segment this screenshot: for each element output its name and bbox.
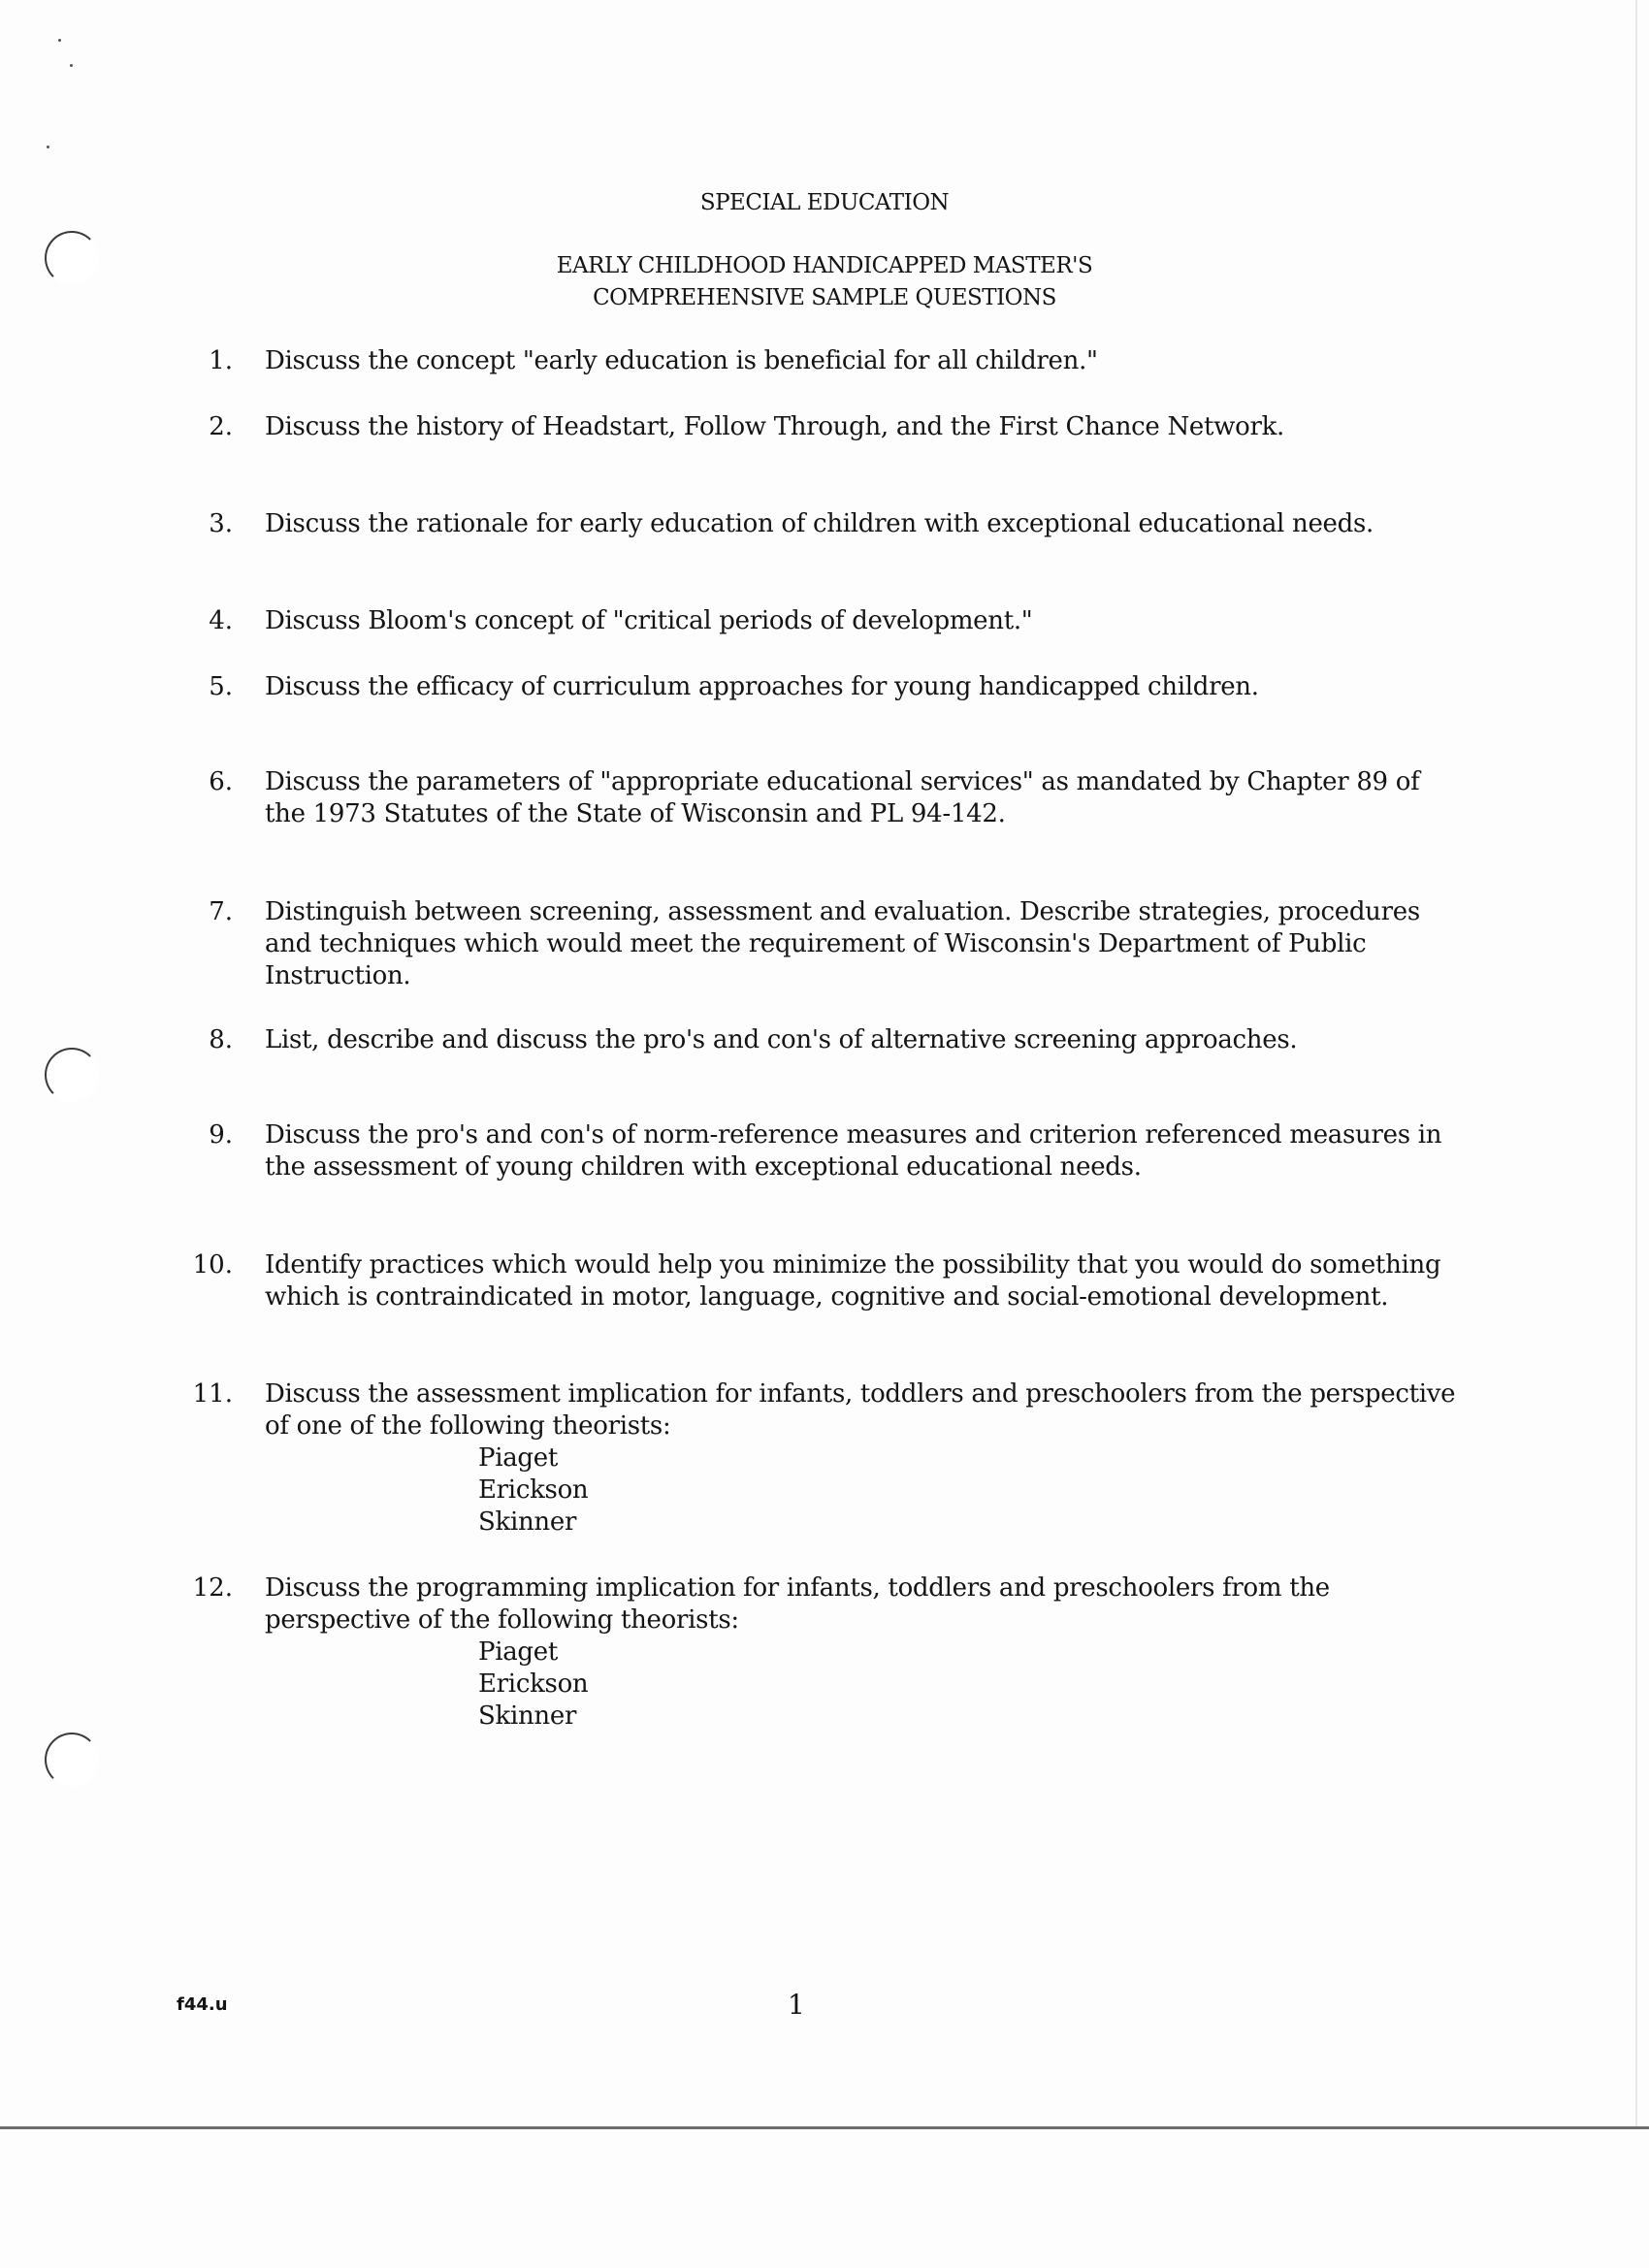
question-number: 3. <box>209 509 233 538</box>
theorist-item: Skinner <box>478 1507 577 1537</box>
theorist-item: Erickson <box>478 1669 589 1699</box>
question-number: 8. <box>209 1025 233 1054</box>
question-number: 12. <box>192 1573 233 1603</box>
question-number: 9. <box>209 1120 233 1150</box>
question-text: Discuss Bloom's concept of "critical periods of development." <box>265 606 1033 635</box>
question-number: 5. <box>209 672 233 701</box>
question-text <box>265 1378 1458 1539</box>
header-subtitle: EARLY CHILDHOOD HANDICAPPED MASTER'S <box>556 253 1093 278</box>
header-subtitle-2: COMPREHENSIVE SAMPLE QUESTIONS <box>593 285 1056 310</box>
page-bottom-edge <box>0 2126 1649 2129</box>
question-text: Discuss the pro's and con's of norm-reference measures and criterion referenced measures in the assessment of young children with exceptional educational needs. <box>265 1120 1442 1182</box>
question-text: Discuss the parameters of "appropriate educational services" as mandated by Chapter 89 of the 1973 Statutes of the State of Wisconsin and PL 94-142. <box>265 767 1420 828</box>
page-number: 1 <box>788 1989 805 2021</box>
document-code: f44.u <box>177 1994 228 2015</box>
theorist-list <box>478 1636 1458 1733</box>
question-body: Discuss the programming implication for infants, toddlers and preschoolers from the perspective of the following theorists: <box>265 1573 1330 1635</box>
question-number: 1. <box>209 346 233 375</box>
theorist-item: Piaget <box>478 1637 558 1667</box>
question-number: 7. <box>209 897 233 926</box>
question-body: Discuss the assessment implication for infants, toddlers and preschoolers from the perspective of one of the following theorists: <box>265 1379 1456 1441</box>
theorist-item: Piaget <box>478 1443 558 1473</box>
theorist-list <box>478 1442 1458 1539</box>
question-number: 2. <box>209 412 233 441</box>
question-text: Discuss the efficacy of curriculum approaches for young handicapped children. <box>265 672 1259 701</box>
question-number: 6. <box>209 767 233 796</box>
theorist-item: Skinner <box>478 1701 577 1731</box>
question-text: Distinguish between screening, assessment and evaluation. Describe strategies, procedures and techniques which would meet the requirement of Wisconsin's Department of Public Instruction. <box>265 897 1420 990</box>
question-text <box>265 1572 1458 1733</box>
question-text: Identify practices which would help you minimize the possibility that you would do something which is contraindicated in motor, language, cognitive and social-emotional development. <box>265 1250 1441 1312</box>
question-number: 11. <box>192 1379 233 1409</box>
question-text: Discuss the rationale for early education of children with exceptional educational needs. <box>265 509 1374 538</box>
question-number: 4. <box>209 606 233 635</box>
theorist-item: Erickson <box>478 1475 589 1505</box>
question-text: List, describe and discuss the pro's and con's of alternative screening approaches. <box>265 1025 1298 1054</box>
question-number: 10. <box>192 1250 233 1280</box>
question-text: Discuss the concept "early education is beneficial for all children." <box>265 346 1098 375</box>
question-text: Discuss the history of Headstart, Follow Through, and the First Chance Network. <box>265 412 1285 441</box>
header-title: SPECIAL EDUCATION <box>699 190 950 215</box>
